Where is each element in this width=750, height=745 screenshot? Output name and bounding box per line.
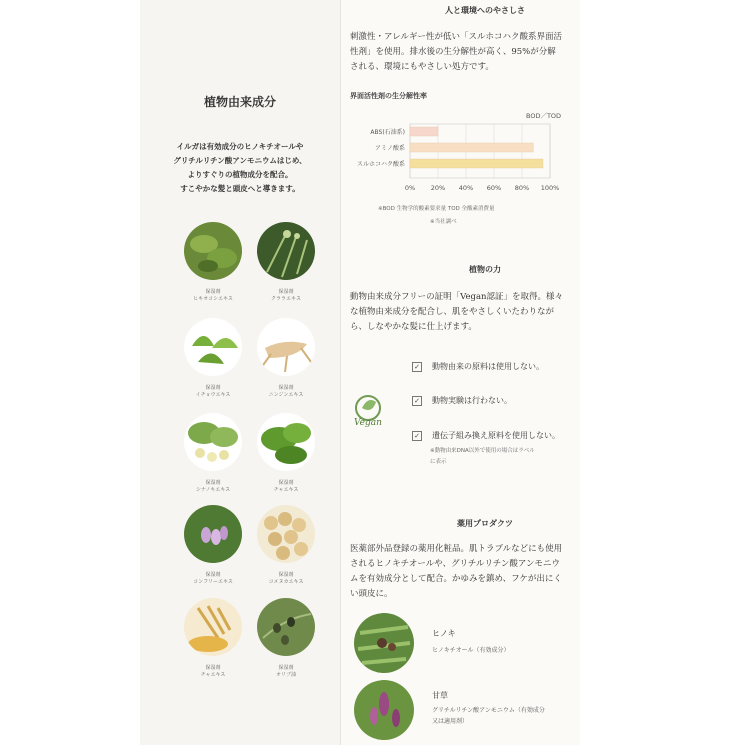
ingredient-name: ヒキオコシエキス: [193, 296, 233, 302]
linden-flower-icon: [184, 413, 242, 471]
check-item: [412, 361, 544, 372]
vegan-leaf-icon: [350, 392, 395, 437]
text-line: い頭皮に。: [350, 589, 393, 599]
chart-note: ※当社調べ: [430, 219, 457, 225]
chart-tick-label: 80%: [514, 184, 530, 192]
soybean-icon: [257, 505, 315, 563]
checkbox-icon: ✓: [412, 396, 422, 406]
comfrey-flower-icon: [184, 505, 242, 563]
intro-line: すこやかな髪と頭皮へと導きます。: [180, 184, 300, 193]
ingredient-name: コメヌカエキス: [268, 579, 304, 585]
check-text: 動物由来の原料は使用しない。: [432, 362, 544, 371]
chart-tick-label: 100%: [540, 184, 560, 192]
section-title: 植物の力: [469, 265, 501, 274]
chart-tick-label: 20%: [430, 184, 446, 192]
chart-tick-label: 0%: [404, 184, 416, 192]
text-line: 医薬部外品登録の薬用化粧品。肌トラブルなどにも使用: [350, 544, 563, 554]
product-name: 甘草: [432, 691, 448, 700]
section3-text: [350, 542, 580, 602]
desc-line: グリチルリチン酸アンモニウム（有効成分: [432, 707, 545, 714]
ingredient-card: [256, 598, 316, 679]
text-line: な植物由来成分を配合し、肌をやさしくいたわりなが: [350, 307, 555, 317]
olive-branch-icon: [257, 598, 315, 656]
ingredient-name: ニンジンエキス: [268, 392, 304, 398]
text-line: 刺激性・アレルギー性が低い「スルホコハク酸系界面活: [350, 32, 562, 42]
desc-line: 又は適用剤）: [432, 718, 469, 725]
text-line: ムを有効成分として配合。かゆみを鎮め、フケが出にく: [350, 574, 562, 584]
ingredient-sub: 保湿剤: [278, 289, 294, 295]
wheat-oil-icon: [184, 598, 242, 656]
ingredient-card: [183, 413, 243, 494]
ingredient-card: [256, 318, 316, 399]
text-line: される、環境にもやさしい処方です。: [350, 62, 494, 72]
section-title: 薬用プロダクツ: [457, 519, 513, 528]
ingredient-sub: 保湿剤: [278, 572, 294, 578]
chart-bars: [410, 127, 543, 168]
intro-line: よりすぐりの植物成分を配合。: [187, 170, 293, 179]
checkbox-icon: ✓: [412, 362, 422, 372]
ingredient-name: クララエキス: [271, 296, 301, 302]
ingredient-sub: 保湿剤: [278, 480, 294, 486]
ginkgo-leaf-icon: [184, 318, 242, 376]
check-text: 遺伝子組み換え原料を使用しない。: [432, 431, 560, 440]
chart-title: 界面活性剤の生分解性率: [350, 92, 427, 100]
chart-category-label: アミノ酸系: [374, 145, 405, 152]
intro-line: イルガは有効成分のヒノキチオールや: [176, 142, 304, 151]
ingredient-card: [183, 222, 243, 303]
note-line: に表示: [430, 459, 447, 465]
chart-note: ※BOD 生物学的酸素要求量 TOD 全酸素消費量: [378, 206, 495, 212]
ingredient-sub: 保湿剤: [205, 385, 221, 391]
text-line: ら、しなやかな髪に仕上げます。: [350, 322, 477, 332]
ingredient-name: コンフリーエキス: [193, 579, 233, 585]
note-line: ※動物由来DNA以外で使用の場合はラベル: [430, 448, 535, 454]
ingredient-sub: 保湿剤: [205, 665, 221, 671]
chart-bar: [410, 143, 533, 152]
text-line: 動物由来成分フリーの証明「Vegan認証」を取得。様々: [350, 292, 564, 302]
product-name: ヒノキ: [432, 629, 456, 638]
licorice-plant-icon: [354, 680, 414, 740]
chart-tick-label: 40%: [458, 184, 474, 192]
left-intro: [150, 140, 330, 196]
section2-text: [350, 290, 580, 335]
checkbox-icon: ✓: [412, 431, 422, 441]
chart-category-label: スルホコハク酸系: [356, 161, 405, 168]
vegan-logo-text: Vegan: [354, 418, 382, 428]
vegan-logo: [350, 392, 395, 437]
wild-herb-icon: [257, 222, 315, 280]
ingredient-sub: 保湿剤: [278, 385, 294, 391]
ingredient-name: チャエキス: [200, 672, 226, 678]
chart-tick-label: 60%: [486, 184, 502, 192]
ingredient-card: [183, 318, 243, 399]
biodegradability-chart: [340, 120, 580, 200]
ingredient-card: [256, 222, 316, 303]
chart-bar: [410, 159, 543, 168]
ingredient-name: チャエキス: [273, 487, 299, 493]
check-note: [430, 446, 535, 468]
panel-divider: [340, 0, 341, 745]
ingredient-sub: 保湿剤: [278, 665, 294, 671]
ingredient-card: [256, 413, 316, 494]
chart-bar: [410, 127, 438, 136]
text-line: 性剤」を使用。排水後の生分解性が高く、95%が分解: [350, 47, 556, 57]
text-line: されるヒノキチオールや、グリチルリチン酸アンモニウ: [350, 559, 561, 569]
leaf-plant-icon: [184, 222, 242, 280]
ingredient-sub: 保湿剤: [205, 480, 221, 486]
check-item: [412, 395, 512, 406]
ingredient-name: オリブ油: [275, 672, 296, 678]
ingredient-name: イチョウエキス: [195, 392, 231, 398]
left-title: 植物由来成分: [203, 95, 276, 109]
product-desc: ヒノキチオール（有効成分）: [432, 647, 510, 654]
chart-unit-label: BOD／TOD: [526, 112, 562, 120]
ingredient-card: [183, 505, 243, 586]
section1-text: [350, 30, 580, 75]
product-desc: [432, 705, 545, 727]
intro-line: グリチルリチン酸アンモニウムはじめ、: [173, 156, 307, 165]
check-item: [412, 430, 560, 441]
check-text: 動物実験は行わない。: [432, 396, 512, 405]
tea-leaf-icon: [257, 413, 315, 471]
ingredient-card: [256, 505, 316, 586]
ingredient-card: [183, 598, 243, 679]
chart-category-label: ABS(石油系): [370, 129, 405, 136]
ingredient-name: シナノキエキス: [195, 487, 231, 493]
section-title: 人と環境へのやさしさ: [445, 6, 525, 15]
ginseng-root-icon: [257, 318, 315, 376]
ingredient-sub: 保湿剤: [205, 572, 221, 578]
ingredient-sub: 保湿剤: [205, 289, 221, 295]
hinoki-cypress-icon: [354, 613, 414, 673]
